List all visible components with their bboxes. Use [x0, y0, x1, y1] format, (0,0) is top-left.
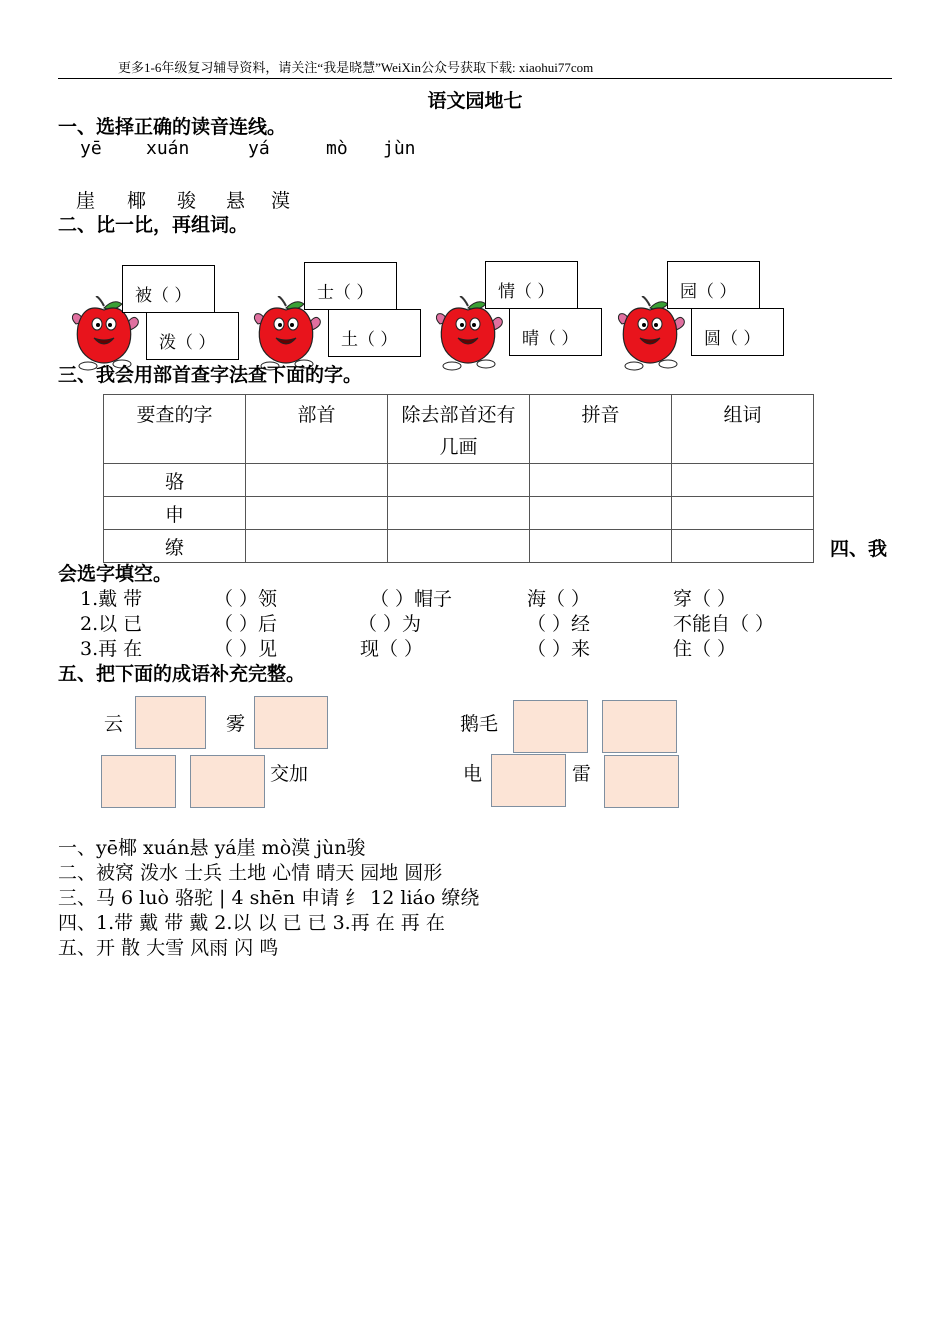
fill-blank[interactable]: （ ）来	[527, 638, 591, 660]
table-header: 部首	[246, 395, 388, 464]
idiom-char-wu: 雾	[226, 713, 246, 735]
section4-heading-part1: 四、我	[830, 538, 888, 560]
answer-line-5: 五、开 散 大雪 风雨 闪 鸣	[58, 937, 279, 959]
idiom-word-emao: 鹅毛	[460, 713, 499, 735]
answer-cell[interactable]	[388, 464, 530, 497]
fill-blank[interactable]: （ ）领	[214, 588, 278, 610]
idiom-char-dian: 电	[463, 763, 483, 785]
fill-blank[interactable]: （ ）经	[527, 613, 591, 635]
answer-line-4: 四、1.带 戴 带 戴 2.以 以 已 已 3.再 在 再 在	[58, 912, 445, 934]
idiom-blank-box[interactable]	[491, 754, 566, 807]
table-row-char: 缭	[104, 530, 246, 563]
fill-blank[interactable]: （ ）见	[214, 638, 278, 660]
answer-cell[interactable]	[246, 530, 388, 563]
idiom-blank-box[interactable]	[602, 700, 677, 753]
table-header: 组词	[672, 395, 814, 464]
compare-box-top-1: 被（ ）	[122, 265, 215, 313]
answer-cell[interactable]	[246, 464, 388, 497]
section4-heading-part2: 会选字填空。	[58, 563, 173, 585]
answer-cell[interactable]	[672, 464, 814, 497]
compare-box-bottom-1: 泼（ ）	[146, 312, 239, 360]
char-2: 椰	[127, 190, 147, 212]
fill-blank[interactable]: 不能自（ ）	[673, 613, 775, 635]
answer-cell[interactable]	[388, 530, 530, 563]
pinyin-2: xuán	[146, 138, 190, 159]
fill-line-2-choice: 2.以 已	[80, 613, 143, 635]
idiom-blank-box[interactable]	[190, 755, 265, 808]
pinyin-4: mò	[326, 138, 348, 159]
answer-line-2: 二、被窝 泼水 士兵 土地 心情 晴天 园地 圆形	[58, 862, 443, 884]
idiom-word-jiaojia: 交加	[270, 763, 309, 785]
answer-cell[interactable]	[246, 497, 388, 530]
fill-blank[interactable]: 海（ ）	[527, 588, 591, 610]
section2-heading: 二、比一比，再组词。	[58, 214, 249, 236]
compare-box-bottom-4: 圆（ ）	[691, 308, 784, 356]
section5-heading: 五、把下面的成语补充完整。	[58, 663, 306, 685]
table-row-char: 申	[104, 497, 246, 530]
idiom-char-lei: 雷	[572, 763, 592, 785]
header-note: 更多1-6年级复习辅导资料，请关注“我是晓慧”WeiXin公众号获取下载: xiaohui77com	[118, 60, 594, 75]
fill-blank[interactable]: （ ）为	[358, 613, 422, 635]
table-header: 拼音	[530, 395, 672, 464]
compare-box-bottom-3: 晴（ ）	[509, 308, 602, 356]
fill-blank[interactable]: 住（ ）	[673, 638, 737, 660]
idiom-blank-box[interactable]	[135, 696, 206, 749]
page-title: 语文园地七	[427, 90, 523, 112]
fill-blank[interactable]: 现（ ）	[360, 638, 424, 660]
char-5: 漠	[271, 190, 291, 212]
table-row-char: 骆	[104, 464, 246, 497]
answer-cell[interactable]	[672, 497, 814, 530]
idiom-blank-box[interactable]	[254, 696, 328, 749]
fill-blank[interactable]: （ ）帽子	[370, 588, 453, 610]
pinyin-3: yá	[248, 138, 270, 159]
answer-line-3: 三、马 6 luò 骆驼 | 4 shēn 申请 纟 12 liáo 缭绕	[58, 887, 480, 909]
compare-box-bottom-2: 土（ ）	[328, 309, 421, 357]
char-4: 悬	[226, 190, 246, 212]
idiom-char-yun: 云	[104, 713, 124, 735]
pinyin-1: yē	[80, 138, 102, 159]
compare-box-top-3: 情（ ）	[485, 261, 578, 309]
answer-cell[interactable]	[530, 530, 672, 563]
idiom-blank-box[interactable]	[101, 755, 176, 808]
section1-heading: 一、选择正确的读音连线。	[58, 116, 287, 138]
radical-lookup-table	[103, 394, 814, 563]
answer-line-1: 一、yē椰 xuán悬 yá崖 mò漠 jùn骏	[58, 837, 366, 859]
answer-cell[interactable]	[530, 464, 672, 497]
compare-box-top-2: 士（ ）	[304, 262, 397, 310]
fill-blank[interactable]: （ ）后	[214, 613, 278, 635]
compare-box-top-4: 园（ ）	[667, 261, 760, 309]
section3-heading: 三、我会用部首查字法查下面的字。	[58, 364, 363, 386]
header-divider	[58, 78, 892, 79]
idiom-blank-box[interactable]	[513, 700, 588, 753]
fill-line-1-choice: 1.戴 带	[80, 588, 143, 610]
fill-line-3-choice: 3.再 在	[80, 638, 143, 660]
char-1: 崖	[76, 190, 96, 212]
pinyin-5: jùn	[383, 138, 416, 159]
table-header: 除去部首还有几画	[388, 395, 530, 464]
answer-cell[interactable]	[672, 530, 814, 563]
fill-blank[interactable]: 穿（ ）	[673, 588, 737, 610]
table-header: 要查的字	[104, 395, 246, 464]
answer-cell[interactable]	[388, 497, 530, 530]
char-3: 骏	[177, 190, 197, 212]
answer-cell[interactable]	[530, 497, 672, 530]
idiom-blank-box[interactable]	[604, 755, 679, 808]
